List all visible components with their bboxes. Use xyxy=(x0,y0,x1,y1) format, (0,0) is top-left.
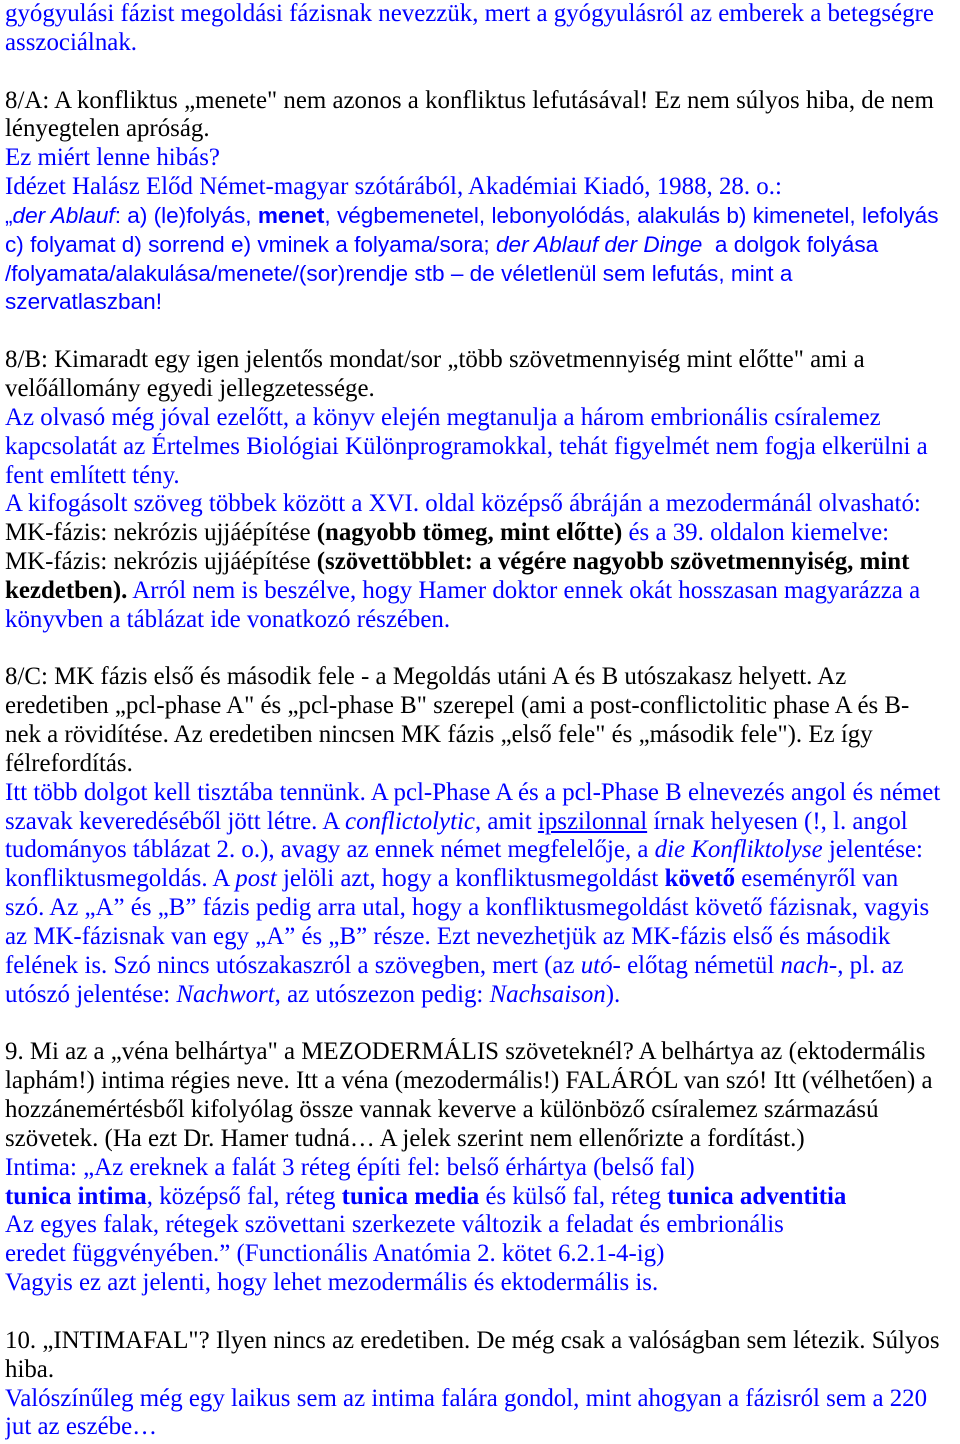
section-8c xyxy=(5,663,960,1009)
bold-term: tunica intima xyxy=(5,1182,147,1210)
commentary-line: az MK-fázisnak van egy „A” és „B” része. Ezt nevezhetjük az MK-fázis első és második xyxy=(5,923,891,950)
text-segment: , középső fal, réteg xyxy=(146,1182,342,1210)
text-line: eredetiben „pcl-phase A" és „pcl-phase B" szerepel (ami a post-conflictolitic phase A és B- xyxy=(5,692,910,720)
italic-term: Nachwort xyxy=(176,980,275,1008)
text-segment: eseményről van xyxy=(735,865,899,893)
text-segment: előtag németül xyxy=(620,951,781,979)
text-segment: , pl. az xyxy=(837,951,904,979)
bold-term: tunica adventitia xyxy=(667,1182,847,1210)
bold-phrase: (nagyobb tömeg, mint előtte) xyxy=(316,519,623,547)
blank-line xyxy=(5,635,960,664)
bold-term: követő xyxy=(664,865,736,893)
commentary-segment: Arról nem is beszélve, hogy Hamer doktor ennek okát hosszasan magyarázza a xyxy=(127,576,921,604)
commentary-line: Itt több dolgot kell tisztába tennünk. A pcl-Phase A és a pcl-Phase B elnevezés angol és német xyxy=(5,778,941,806)
commentary-line xyxy=(5,865,960,894)
mixed-line xyxy=(5,519,960,548)
dictionary-quote-line xyxy=(5,202,960,231)
text-segment: utószó jelentése: xyxy=(5,980,177,1008)
text-segment: jelentése: xyxy=(822,836,923,864)
section-heading-line: 8/B: Kimaradt egy igen jelentős mondat/sor „több szövetmennyiség mint előtte" ami a xyxy=(5,346,865,374)
commentary-line xyxy=(5,1183,960,1212)
commentary-segment: és a 39. oldalon kiemelve: xyxy=(622,519,890,547)
section-10 xyxy=(5,1327,960,1442)
commentary-line: eredet függvényében.” (Functionális Anatómia 2. kötet 6.2.1-4-ig) xyxy=(5,1240,665,1268)
dictionary-quote-line xyxy=(5,231,960,260)
italic-term: post xyxy=(235,865,277,893)
commentary-line: jut az eszébe… xyxy=(5,1413,158,1441)
text-line: laphám!) intima régies neve. Itt a véna (mezodermális!) FALÁRÓL van szó! Itt (vélhetően) a xyxy=(5,1067,933,1095)
text-segment: , végbemenetel, lebonyolódás, alakulás b) kimenetel, lefolyás xyxy=(324,202,939,228)
italic-term: die Konfliktolyse xyxy=(654,836,823,864)
section-8a xyxy=(5,87,960,318)
commentary-line: Ez miért lenne hibás? xyxy=(5,144,220,172)
commentary-line: szó. Az „A” és „B” fázis pedig arra utal, hogy a konfliktusmegoldást követő fázisnak, vagyis xyxy=(5,894,930,922)
dictionary-quote-line: szervatlaszban! xyxy=(5,289,162,315)
commentary-line: könyvben a táblázat ide vonatkozó részében. xyxy=(5,605,451,633)
text-segment: , amit xyxy=(474,807,538,835)
commentary-line xyxy=(5,981,960,1010)
italic-term: der Ablauf der Dinge xyxy=(495,231,703,257)
section-heading-line: 8/C: MK fázis első és második fele - a Megoldás utáni A és B utószakasz helyett. Az xyxy=(5,663,847,691)
blank-line xyxy=(5,317,960,346)
blank-line xyxy=(5,58,960,87)
text-line: velőállomány egyedi jellegzetessége. xyxy=(5,374,375,402)
commentary-line xyxy=(5,836,960,865)
quoted-segment: MK-fázis: nekrózis ujjáépítése xyxy=(5,548,317,576)
bold-term: menet xyxy=(257,202,325,228)
quoted-segment: MK-fázis: nekrózis ujjáépítése xyxy=(5,519,317,547)
text-segment: a dolgok folyása xyxy=(702,231,879,257)
dictionary-quote-line: /folyamata/alakulása/menete/(sor)rendje stb – de véletlenül sem lefutás, mint a xyxy=(5,260,793,286)
commentary-line: Vagyis ez azt jelenti, hogy lehet mezodermális és ektodermális is. xyxy=(5,1269,659,1297)
section-heading-line: 10. „INTIMAFAL"? Ilyen nincs az eredetiben. De még csak a valóságban sem létezik. Súlyos xyxy=(5,1326,940,1354)
blank-line xyxy=(5,1010,960,1039)
section-8b xyxy=(5,346,960,634)
text-segment: „ xyxy=(5,202,13,228)
blank-line xyxy=(5,1298,960,1327)
citation-line: Idézet Halász Előd Német-magyar szótárából, Akadémiai Kiadó, 1988, 28. o.: xyxy=(5,173,782,201)
text-segment: jelöli azt, hogy a konfliktusmegoldást xyxy=(276,865,665,893)
commentary-line: Az olvasó még jóval ezelőtt, a könyv elején megtanulja a három embrionális csíralemez xyxy=(5,403,881,431)
text-line: félrefordítás. xyxy=(5,749,133,777)
bold-term: tunica media xyxy=(341,1182,480,1210)
commentary-line xyxy=(5,808,960,837)
text-segment: c) folyamat d) sorrend e) vminek a folyama/sora; xyxy=(5,231,496,257)
text-segment: : a) (le)folyás, xyxy=(114,202,258,228)
section-heading-line: 9. Mi az a „véna belhártya" a MEZODERMÁLIS szöveteknél? A belhártya az (ektodermális xyxy=(5,1038,926,1066)
commentary-line: gyógyulási fázist megoldási fázisnak nevezzük, mert a gyógyulásról az emberek a betegségre xyxy=(5,0,934,27)
underlined-word: ipszilonnal xyxy=(537,807,648,835)
italic-term: Nachsaison xyxy=(489,980,606,1008)
mixed-line xyxy=(5,548,960,577)
text-segment: és külső fal, réteg xyxy=(479,1182,668,1210)
text-line: lényegtelen apróság. xyxy=(5,115,210,143)
intro-paragraph xyxy=(5,0,960,58)
text-line: hiba. xyxy=(5,1355,55,1383)
text-segment: konfliktusmegoldás. A xyxy=(5,865,236,893)
italic-term: der Ablauf xyxy=(12,202,115,228)
commentary-line: kapcsolatát az Értelmes Biológiai Különprogramokkal, tehát figyelmét nem fogja elkerülni a xyxy=(5,432,928,460)
text-segment: felének is. Szó nincs utószakaszról a szövegben, mert (az xyxy=(5,951,581,979)
text-segment: ). xyxy=(605,980,621,1008)
text-line: hozzánemértésből kifolyólag össze vannak keverve a különböző csíralemez származású xyxy=(5,1096,879,1124)
section-9 xyxy=(5,1038,960,1298)
bold-phrase: kezdetben). xyxy=(5,576,128,604)
text-line: szövetek. (Ha ezt Dr. Hamer tudná… A jelek szerint nem ellenőrizte a fordítást.) xyxy=(5,1124,805,1152)
commentary-line: asszociálnak. xyxy=(5,28,138,56)
text-line: nek a rövidítése. Az eredetiben nincsen MK fázis „első fele" és „második fele"). Ez így xyxy=(5,721,873,749)
commentary-line: Intima: „Az ereknek a falát 3 réteg építi fel: belső érhártya (belső fal) xyxy=(5,1153,695,1181)
commentary-line: Valószínűleg még egy laikus sem az intima falára gondol, mint ahogyan a fázisról sem a 220 xyxy=(5,1384,928,1412)
text-segment: , az utószezon pedig: xyxy=(274,980,490,1008)
text-segment: írnak helyesen (!, l. angol xyxy=(647,807,908,835)
section-heading-line: 8/A: A konfliktus „menete" nem azonos a konfliktus lefutásával! Ez nem súlyos hiba, de nem xyxy=(5,86,934,114)
italic-term: utó- xyxy=(580,951,621,979)
mixed-line xyxy=(5,577,960,606)
italic-term: nach- xyxy=(780,951,838,979)
bold-phrase: (szövettöbblet: a végére nagyobb szövetmennyiség, mint xyxy=(316,548,910,576)
italic-term: conflictolytic xyxy=(345,807,475,835)
commentary-line xyxy=(5,952,960,981)
text-segment: tudományos táblázat 2. o.), avagy az ennek német megfelelője, a xyxy=(5,836,655,864)
commentary-line: Az egyes falak, rétegek szövettani szerkezete változik a feladat és embrionális xyxy=(5,1211,784,1239)
text-segment: szavak keveredéséből jött létre. A xyxy=(5,807,346,835)
commentary-line: A kifogásolt szöveg többek között a XVI. oldal középső ábráján a mezodermánál olvasható: xyxy=(5,490,921,518)
commentary-line: fent említett tény. xyxy=(5,461,180,489)
